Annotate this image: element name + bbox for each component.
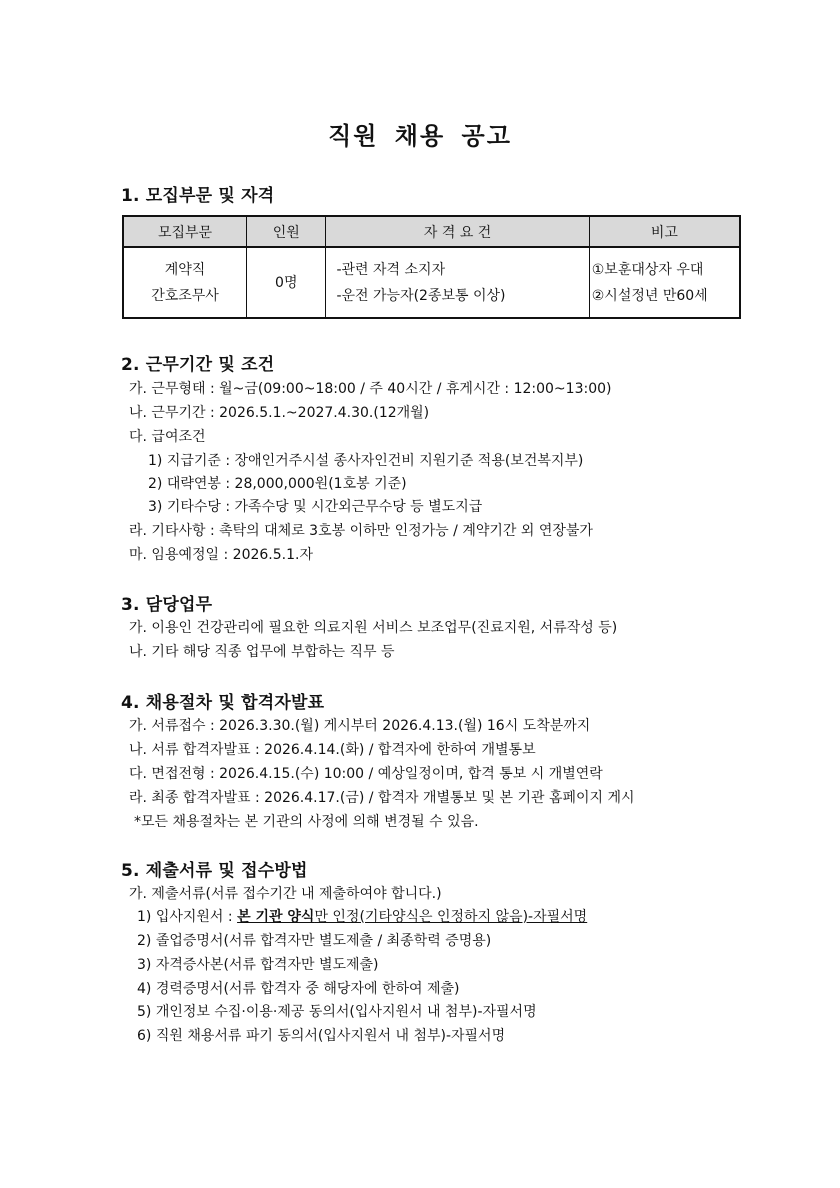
document-item: 5) 개인정보 수집·이용·제공 동의서(입사지원서 내 첨부)-자필서명 xyxy=(137,1004,537,1020)
header-count: 인원 xyxy=(247,216,326,247)
document-item: 4) 경력증명서(서류 합격자 중 해당자에 한하여 제출) xyxy=(137,981,460,997)
condition-subitem: 2) 대략연봉 : 28,000,000원(1호봉 기준) xyxy=(148,476,407,492)
cell-division xyxy=(123,247,247,318)
document-item: 3) 자격증사본(서류 합격자만 별도제출) xyxy=(137,957,379,973)
document-item-prefix: 1) 입사지원서 : xyxy=(137,909,238,925)
condition-item: 다. 급여조건 xyxy=(129,429,206,445)
condition-item: 마. 임용예정일 : 2026.5.1.자 xyxy=(129,547,313,563)
condition-item: 나. 근무기간 : 2026.5.1.~2027.4.30.(12개월) xyxy=(129,405,430,421)
table-header-row xyxy=(123,216,740,247)
header-division: 모집부문 xyxy=(123,216,247,247)
condition-item: 가. 근무형태 : 월~금(09:00~18:00 / 주 40시간 / 휴게시간 : 12:00~13:00) xyxy=(129,381,612,397)
section-title-recruitment: 1. 모집부문 및 자격 xyxy=(121,186,275,206)
note-line: ②시설정년 만60세 xyxy=(591,287,708,304)
document-item-emphasis xyxy=(237,909,587,925)
header-requirements: 자 격 요 건 xyxy=(326,216,589,247)
division-line: 간호조무사 xyxy=(151,287,219,304)
procedure-item: 다. 면접전형 : 2026.4.15.(수) 10:00 / 예상일정이며, 합격 통보 시 개별연락 xyxy=(129,766,603,782)
section-title-duties: 3. 담당업무 xyxy=(121,595,213,615)
section-title-documents: 5. 제출서류 및 접수방법 xyxy=(121,861,308,881)
procedure-item: 나. 서류 합격자발표 : 2026.4.14.(화) / 합격자에 한하여 개별통보 xyxy=(129,742,536,758)
header-notes: 비고 xyxy=(589,216,740,247)
table-row xyxy=(123,247,740,318)
duty-item: 나. 기타 해당 직종 업무에 부합하는 직무 등 xyxy=(129,644,395,660)
cell-requirements xyxy=(326,247,589,318)
procedure-note: *모든 채용절차는 본 기관의 사정에 의해 변경될 수 있음. xyxy=(134,814,479,830)
procedure-item: 라. 최종 합격자발표 : 2026.4.17.(금) / 합격자 개별통보 및 본 기관 홈페이지 게시 xyxy=(129,790,635,806)
section-title-conditions: 2. 근무기간 및 조건 xyxy=(121,355,275,375)
condition-subitem: 3) 기타수당 : 가족수당 및 시간외근무수당 등 별도지급 xyxy=(148,499,483,515)
document-item xyxy=(137,907,587,927)
documents-intro: 가. 제출서류(서류 접수기간 내 제출하여야 합니다.) xyxy=(129,886,442,902)
condition-item: 라. 기타사항 : 촉탁의 대체로 3호봉 이하만 인정가능 / 계약기간 외 연장불가 xyxy=(129,523,593,539)
note-line: ①보훈대상자 우대 xyxy=(591,261,704,278)
document-item: 6) 직원 채용서류 파기 동의서(입사지원서 내 첨부)-자필서명 xyxy=(137,1028,506,1044)
requirement-line: -관련 자격 소지자 xyxy=(336,261,446,278)
duty-item: 가. 이용인 건강관리에 필요한 의료지원 서비스 보조업무(진료지원, 서류작성 등) xyxy=(129,620,618,636)
cell-count: 0명 xyxy=(247,247,326,318)
page-title: 직원 채용 공고 xyxy=(328,122,512,150)
division-line: 계약직 xyxy=(164,261,206,278)
section-title-procedure: 4. 채용절차 및 합격자발표 xyxy=(121,693,325,713)
recruitment-table xyxy=(122,215,741,319)
document-item: 2) 졸업증명서(서류 합격자만 별도제출 / 최종학력 증명용) xyxy=(137,933,492,949)
document-item-suffix: 만 인정(기타양식은 인정하지 않음)-자필서명 xyxy=(314,909,588,925)
procedure-item: 가. 서류접수 : 2026.3.30.(월) 게시부터 2026.4.13.(월) 16시 도착분까지 xyxy=(129,718,591,734)
condition-subitem: 1) 지급기준 : 장애인거주시설 종사자인건비 지원기준 적용(보건복지부) xyxy=(148,453,584,469)
cell-notes xyxy=(589,247,740,318)
document-item-bold: 본 기관 양식 xyxy=(237,909,315,925)
requirement-line: -운전 가능자(2종보통 이상) xyxy=(336,287,506,304)
